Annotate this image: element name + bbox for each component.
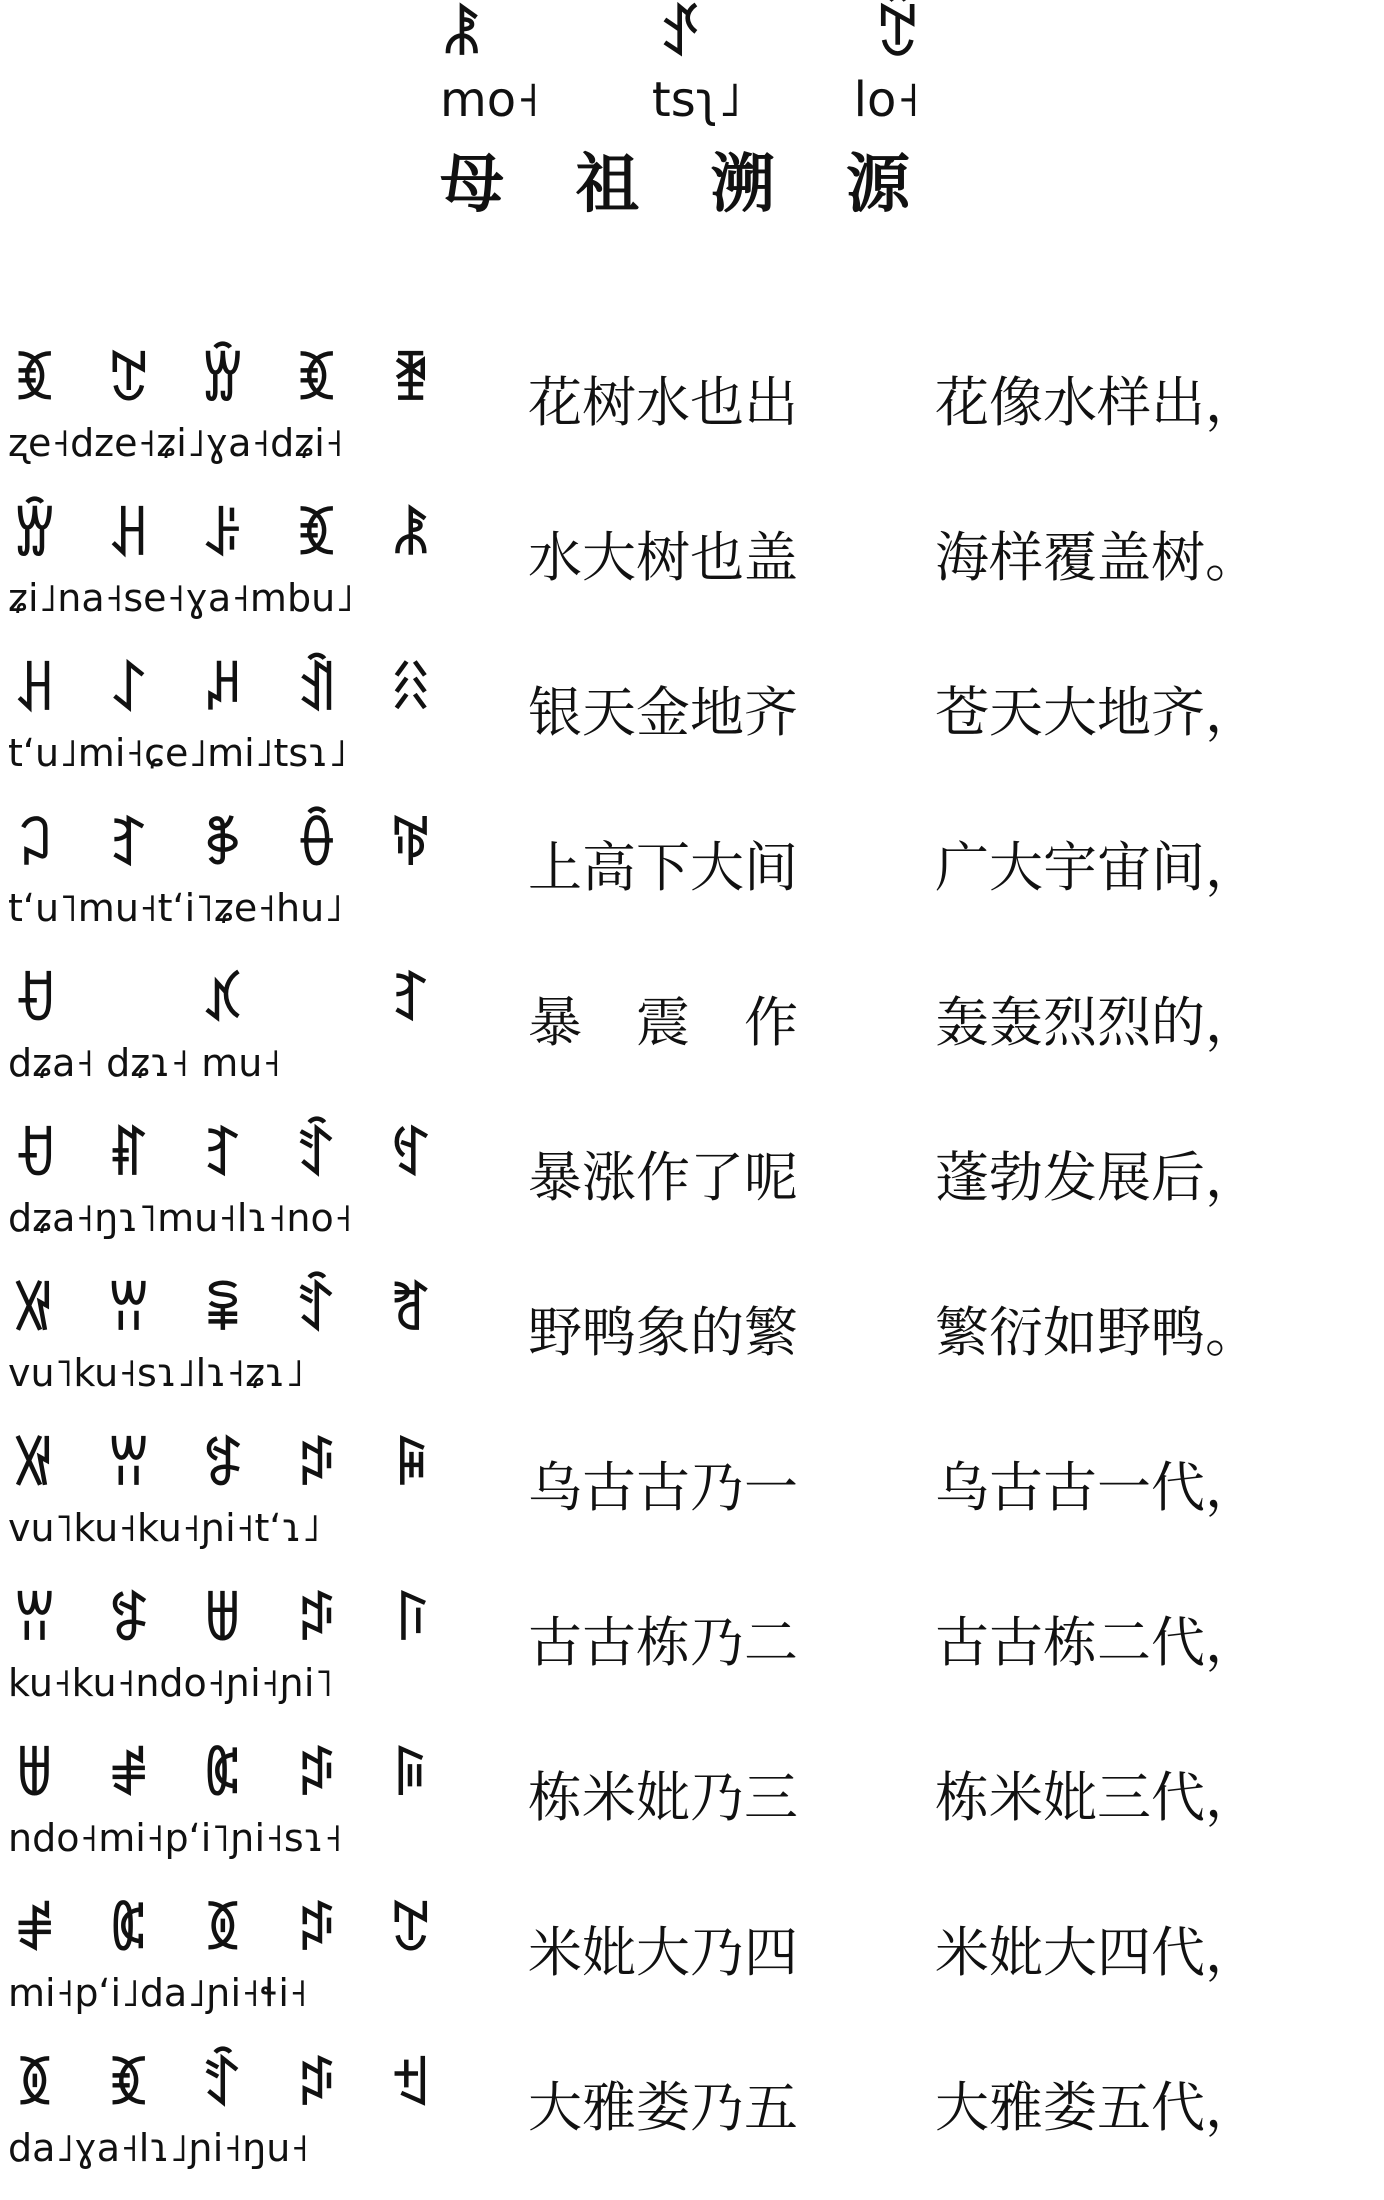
free-translation: 花像水样出， (935, 371, 1259, 434)
phonetic-transcription: ndo˧mi˧pʻi˥ɲi˧sɿ˧ (8, 1816, 343, 1860)
yi-glyph-line (8, 1890, 438, 1970)
yi-column (8, 1890, 438, 2045)
yi-glyph: ꁁ (201, 1588, 245, 1652)
yi-column (8, 805, 438, 960)
title-romanization-syllable: mo˧ (440, 72, 540, 128)
yi-glyph: ꉐ (389, 1123, 433, 1187)
yi-glyph-line (8, 1270, 438, 1350)
yi-title-glyph: ꀋ (658, 2, 702, 68)
free-translation: 栋米妣三代， (935, 1766, 1259, 1829)
phonetic-transcription: da˩ɣa˧lɿ˩ɲi˧ŋu˧ (8, 2126, 310, 2170)
free-translation: 海样覆盖树。 (935, 526, 1259, 589)
free-translation: 古古栋二代， (935, 1611, 1259, 1674)
yi-glyph: ꑢ (13, 503, 57, 567)
phonetic-transcription: vu˥ku˧sɿ˩lɿ˧ʑɿ˩ (8, 1351, 304, 1395)
yi-glyph: ꅉ (201, 1898, 245, 1962)
free-translation: 米妣大四代， (935, 1921, 1259, 1984)
yi-glyph: ꉎ (107, 1588, 151, 1652)
page-header (0, 0, 1384, 240)
title-romanization-syllable: lo˧ (853, 72, 920, 128)
literal-translation: 上高下大间 (528, 836, 798, 899)
yi-glyph: ꀕ (107, 1433, 151, 1497)
phonetic-transcription: ʐe˧dze˧ʑi˩ɣa˧dʑi˧ (8, 421, 344, 465)
yi-glyph: ꀇ (201, 1743, 245, 1807)
yi-glyph: ꃶ (295, 503, 339, 567)
free-translation: 乌古古一代， (935, 1456, 1259, 1519)
title-romanization (440, 70, 920, 130)
yi-glyph: ꑢ (201, 348, 245, 412)
title-char: 溯 (710, 147, 775, 222)
yi-glyph: ꂱ (13, 1898, 57, 1962)
phonetic-transcription: vu˥ku˧ku˧ɲi˧tʻɿ˩ (8, 1506, 321, 1550)
verse-row (0, 1890, 1384, 2045)
yi-glyph-line (8, 2045, 438, 2125)
yi-glyph: ꃤ (201, 968, 245, 1032)
yi-glyph: ꂱ (107, 1743, 151, 1807)
verse-row (0, 805, 1384, 960)
yi-glyph: ꁯ (295, 1588, 339, 1652)
verse-row (0, 495, 1384, 650)
yi-glyph: ꀕ (13, 1588, 57, 1652)
literal-translation: 米妣大乃四 (528, 1921, 798, 1984)
phonetic-transcription: dʑa˧ŋɿ˥mu˧lɿ˧no˧ (8, 1196, 353, 1240)
yi-glyph: ꁁ (13, 1743, 57, 1807)
yi-glyph-line (8, 650, 438, 730)
yi-glyph: ꀇ (107, 1898, 151, 1962)
verse-row (0, 1115, 1384, 1270)
yi-glyph-line (8, 340, 438, 420)
literal-translation: 野鸭象的繁 (528, 1301, 798, 1364)
literal-translation: 水大树也盖 (528, 526, 798, 589)
yi-glyph: ꈜ (201, 1278, 245, 1342)
yi-glyph: ꌠ (201, 503, 245, 567)
phonetic-transcription: ku˧ku˧ndo˧ɲi˧ɲi˥ (8, 1661, 334, 1705)
phonetic-transcription: ʑi˩na˧se˧ɣa˧mbu˩ (8, 576, 354, 620)
literal-translation: 花树水也出 (528, 371, 798, 434)
yi-glyph: ꁯ (295, 2053, 339, 2117)
verse-row (0, 1270, 1384, 1425)
yi-glyph: ꇖ (107, 348, 151, 412)
yi-glyph: ꄷ (295, 1278, 339, 1342)
free-translation: 蓬勃发展后， (935, 1146, 1259, 1209)
yi-glyph: ꁯ (295, 1743, 339, 1807)
yi-glyph: ꀉ (295, 658, 339, 722)
yi-glyph-line (8, 1425, 438, 1505)
yi-glyph: ꐥ (107, 1123, 151, 1187)
yi-glyph: ꂶ (295, 813, 339, 877)
free-translation: 广大宇宙间， (935, 836, 1259, 899)
yi-glyph: ꉬ (389, 2053, 433, 2117)
yi-glyph: ꃀ (13, 813, 57, 877)
yi-glyph: ꐛ (389, 1278, 433, 1342)
phonetic-transcription: mi˧pʻi˩da˩ɲi˧ɬi˧ (8, 1971, 308, 2015)
literal-translation: 暴 震 作 (528, 991, 798, 1054)
page-title (440, 145, 910, 225)
yi-glyph: ꈚ (201, 658, 245, 722)
yi-glyph: ꑟ (13, 1278, 57, 1342)
yi-script-title (440, 0, 920, 70)
literal-translation: 古古栋乃二 (528, 1611, 798, 1674)
yi-glyph: ꆈ (107, 813, 151, 877)
title-char: 源 (845, 147, 910, 222)
yi-column (8, 960, 438, 1115)
title-char: 母 (440, 147, 504, 222)
verse-row (0, 1735, 1384, 1890)
yi-title-glyph: ꇕ (876, 2, 920, 68)
verse-row (0, 1425, 1384, 1580)
yi-column (8, 1580, 438, 1735)
literal-translation: 栋米妣乃三 (528, 1766, 798, 1829)
yi-column (8, 340, 438, 495)
yi-glyph: ꁯ (295, 1898, 339, 1962)
literal-translation: 暴涨作了呢 (528, 1146, 798, 1209)
phonetic-transcription: tʻu˩mi˧ɕe˩mi˩tsɿ˩ (8, 731, 348, 775)
yi-glyph: ꁯ (295, 1433, 339, 1497)
yi-glyph: ꂿ (389, 503, 433, 567)
free-translation: 繁衍如野鸭。 (935, 1301, 1259, 1364)
literal-translation: 乌古古乃一 (528, 1456, 798, 1519)
yi-column (8, 1735, 438, 1890)
yi-glyph-line (8, 495, 438, 575)
yi-glyph: ꃅ (13, 658, 57, 722)
yi-glyph: ꅉ (13, 2053, 57, 2117)
phonetic-transcription: dʑa˧ dʑɿ˧ mu˧ (8, 1041, 282, 1085)
yi-glyph: ꃶ (107, 2053, 151, 2117)
yi-glyph-line (8, 1580, 438, 1660)
yi-glyph-line (8, 1115, 438, 1195)
verse-row (0, 960, 1384, 1115)
verse-list (0, 340, 1384, 2200)
yi-glyph: ꃅ (107, 503, 151, 567)
free-translation: 苍天大地齐， (935, 681, 1259, 744)
yi-column (8, 1115, 438, 1270)
yi-column (8, 495, 438, 650)
yi-glyph: ꑍ (389, 1588, 433, 1652)
yi-glyph-line (8, 1735, 438, 1815)
yi-glyph: ꆈ (389, 968, 433, 1032)
verse-row (0, 2045, 1384, 2200)
yi-glyph-line (8, 960, 438, 1040)
phonetic-transcription: tʻu˥mu˧tʻi˥ʑe˧hu˩ (8, 886, 343, 930)
verse-row (0, 340, 1384, 495)
yi-glyph: ꃶ (13, 348, 57, 412)
literal-translation: 银天金地齐 (528, 681, 798, 744)
free-translation: 轰轰烈烈的， (935, 991, 1259, 1054)
verse-row (0, 650, 1384, 805)
yi-column (8, 1270, 438, 1425)
yi-glyph: ꋦ (389, 1433, 433, 1497)
yi-column (8, 1425, 438, 1580)
yi-glyph: ꃆ (201, 813, 245, 877)
yi-glyph: ꃥ (389, 813, 433, 877)
yi-glyph: ꃶ (295, 348, 339, 412)
yi-glyph: ꄷ (201, 2053, 245, 2117)
title-char: 祖 (575, 147, 640, 222)
literal-translation: 大雅娄乃五 (528, 2076, 798, 2139)
yi-glyph: ꌕ (389, 1743, 433, 1807)
yi-glyph: ꀕ (107, 1278, 151, 1342)
yi-glyph: ꑟ (13, 1433, 57, 1497)
yi-glyph-line (8, 805, 438, 885)
yi-glyph: ꆈ (201, 1123, 245, 1187)
yi-column (8, 650, 438, 805)
yi-glyph: ꄷ (295, 1123, 339, 1187)
yi-glyph: ꉎ (201, 1433, 245, 1497)
yi-glyph: ꋍ (107, 658, 151, 722)
yi-glyph: ꇖ (389, 1898, 433, 1962)
free-translation: 大雅娄五代， (935, 2076, 1259, 2139)
yi-glyph: ꋧ (389, 658, 433, 722)
yi-glyph: ꀀ (13, 1123, 57, 1187)
yi-column (8, 2045, 438, 2200)
yi-glyph: ꄿ (389, 348, 433, 412)
verse-row (0, 1580, 1384, 1735)
yi-title-glyph: ꂿ (440, 2, 484, 68)
title-romanization-syllable: tsʅ˩ (651, 72, 742, 128)
yi-glyph: ꀀ (13, 968, 57, 1032)
